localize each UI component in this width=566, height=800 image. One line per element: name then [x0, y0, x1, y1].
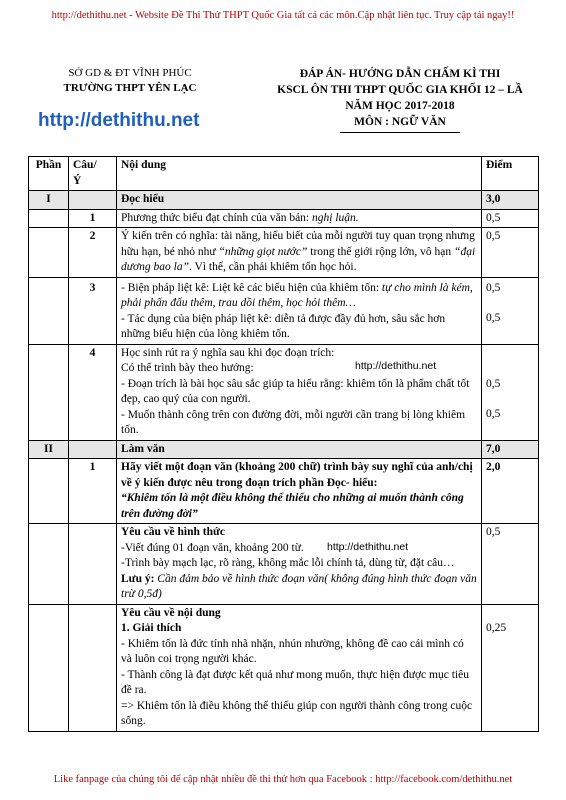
title-line-3: NĂM HỌC 2017-2018: [345, 100, 455, 112]
exam-title-block: [250, 66, 550, 133]
table-row: I Đọc hiểu 3,0: [29, 191, 539, 210]
answer-q4: Học sinh rút ra ý nghĩa sau khi đọc đoạn trích: Có thể trình bày theo hướng: - Đoạn trích là bài học sâu sắc giúp ta hiểu rằng: khiêm tốn là phẩm chất tốt đẹp, cao quý của con người. - Muốn thành công trên con đường đời, mỗi người cần trang bị lòng khiêm tốn.: [117, 344, 482, 440]
section-lam-van: Làm văn: [117, 440, 482, 459]
writing-prompt: Hãy viết một đoạn văn (khoảng 200 chữ) trình bày suy nghĩ của anh/chị về ý kiến được nêu trong đoạn trích phần Đọc- hiểu: “Khiêm tốn là một điều không thể thiếu cho những ai muốn thành công trên đường đời”: [117, 459, 482, 524]
content-requirements: Yêu cầu về nội dung 1. Giải thích - Khiêm tốn là đức tính nhã nhặn, nhún nhường, không đề cao cái mình có và luôn coi trọng người khác. - Thành công là đạt được kết quả như mong muốn, thực hiện được mục tiêu đề ra. => Khiêm tốn là điều không thể thiếu giúp con người thành công trong cuộc sống.: [117, 604, 482, 731]
answer-q3: - Biện pháp liệt kê: Liệt kê các biểu hiện của khiêm tốn: tự cho mình là kém, phải phấn đấu thêm, trau dồi thêm, học hỏi thêm… - Tác dụng của biện pháp liệt kê: diễn tả được đầy đủ hơn, sâu sắc hơn những biểu hiện của lòng khiêm tốn.: [117, 277, 482, 344]
table-row: 4 Học sinh rút ra ý nghĩa sau khi đọc đoạn trích: Có thể trình bày theo hướng: - Đoạn trích là bài học sâu sắc giúp ta hiểu rằng: khiêm tốn là phẩm chất tốt đẹp, cao quý của con người. - Muốn thành công trên con đường đời, mỗi người cần trang bị lòng khiêm tốn. 0,5 0,5: [29, 344, 539, 440]
title-line-1: ĐÁP ÁN- HƯỚNG DẪN CHẤM KÌ THI: [299, 68, 501, 80]
title-underline: [340, 132, 460, 133]
table-row: 1 Phương thức biểu đạt chính của văn bản: nghị luận. 0,5: [29, 209, 539, 228]
table-row: 1 Hãy viết một đoạn văn (khoảng 200 chữ) trình bày suy nghĩ của anh/chị về ý kiến được nêu trong đoạn trích phần Đọc- hiểu: “Khiêm tốn là một điều không thể thiếu cho những ai muốn thành công trên đường đời” 2,0: [29, 459, 539, 524]
school-name: TRƯỜNG THPT YÊN LẠC: [63, 82, 197, 94]
section-doc-hieu: Đọc hiểu: [117, 191, 482, 210]
watermark-2[interactable]: http://dethithu.net: [327, 541, 409, 553]
col-header-diem: Điểm: [482, 157, 539, 191]
title-line-2: KSCL ÔN THI THPT QUỐC GIA KHỐI 12 – LẦ: [277, 84, 523, 96]
table-header-row: [29, 157, 539, 191]
col-header-phan: Phần: [29, 157, 69, 191]
watermark-1[interactable]: http://dethithu.net: [355, 360, 437, 372]
table-row: 2 Ý kiến trên có nghĩa: tài năng, hiểu biết của mỗi người tuy quan trọng nhưng hữu hạn, bé nhỏ như “những giọt nước” trong thế giới rộng lớn, vô hạn “đại dương bao la”. Vì thế, cần phải khiêm tốn học hỏi. 0,5: [29, 228, 539, 278]
table-row: Yêu cầu về nội dung 1. Giải thích - Khiêm tốn là đức tính nhã nhặn, nhún nhường, không đề cao cái mình có và luôn coi trọng người khác. - Thành công là đạt được kết quả như mong muốn, thực hiện được mục tiêu đề ra. => Khiêm tốn là điều không thể thiếu giúp con người thành công trong cuộc sống. 0,25: [29, 604, 539, 731]
table-row: Yêu cầu về hình thức -Viết đúng 01 đoạn văn, khoảng 200 từ. -Trình bày mạch lạc, rõ ràng, không mắc lỗi chính tả, dùng từ, đặt câu… Lưu ý: Cần đảm bảo về hình thức đoạn văn( không đúng hình thức đoạn văn trừ 0,5đ) 0,5: [29, 524, 539, 605]
footer-banner[interactable]: Like fanpage của chúng tôi để cập nhật nhiều đề thi thử hơn qua Facebook : http://facebook.com/dethithu.net: [53, 774, 513, 785]
answer-table: [28, 156, 539, 732]
answer-q2: Ý kiến trên có nghĩa: tài năng, hiểu biết của mỗi người tuy quan trọng nhưng hữu hạn, bé nhỏ như “những giọt nước” trong thế giới rộng lớn, vô hạn “đại dương bao la”. Vì thế, cần phải khiêm tốn học hỏi.: [117, 228, 482, 278]
form-requirements: Yêu cầu về hình thức -Viết đúng 01 đoạn văn, khoảng 200 từ. -Trình bày mạch lạc, rõ ràng, không mắc lỗi chính tả, dùng từ, đặt câu… Lưu ý: Cần đảm bảo về hình thức đoạn văn( không đúng hình thức đoạn văn trừ 0,5đ): [117, 524, 482, 605]
col-header-cau: Câu/ Ý: [69, 157, 117, 191]
answer-q1: Phương thức biểu đạt chính của văn bản: nghị luận.: [117, 209, 482, 228]
title-line-4: MÔN : NGỮ VĂN: [354, 116, 446, 128]
table-row: 3 - Biện pháp liệt kê: Liệt kê các biểu hiện của khiêm tốn: tự cho mình là kém, phải phấn đấu thêm, trau dồi thêm, học hỏi thêm… - Tác dụng của biện pháp liệt kê: diễn tả được đầy đủ hơn, sâu sắc hơn những biểu hiện của lòng khiêm tốn. 0,5 0,5: [29, 277, 539, 344]
site-link[interactable]: http://dethithu.net: [38, 110, 200, 131]
table-row: II Làm văn 7,0: [29, 440, 539, 459]
school-header: [30, 66, 230, 96]
top-banner[interactable]: http://dethithu.net - Website Đề Thi Thử THPT Quốc Gia tất cả các môn.Cập nhật liên tục. Truy cập tải ngay!!: [51, 10, 515, 21]
department-name: SỞ GD & ĐT VĨNH PHÚC: [68, 67, 192, 79]
col-header-noidung: Nội dung: [117, 157, 482, 191]
